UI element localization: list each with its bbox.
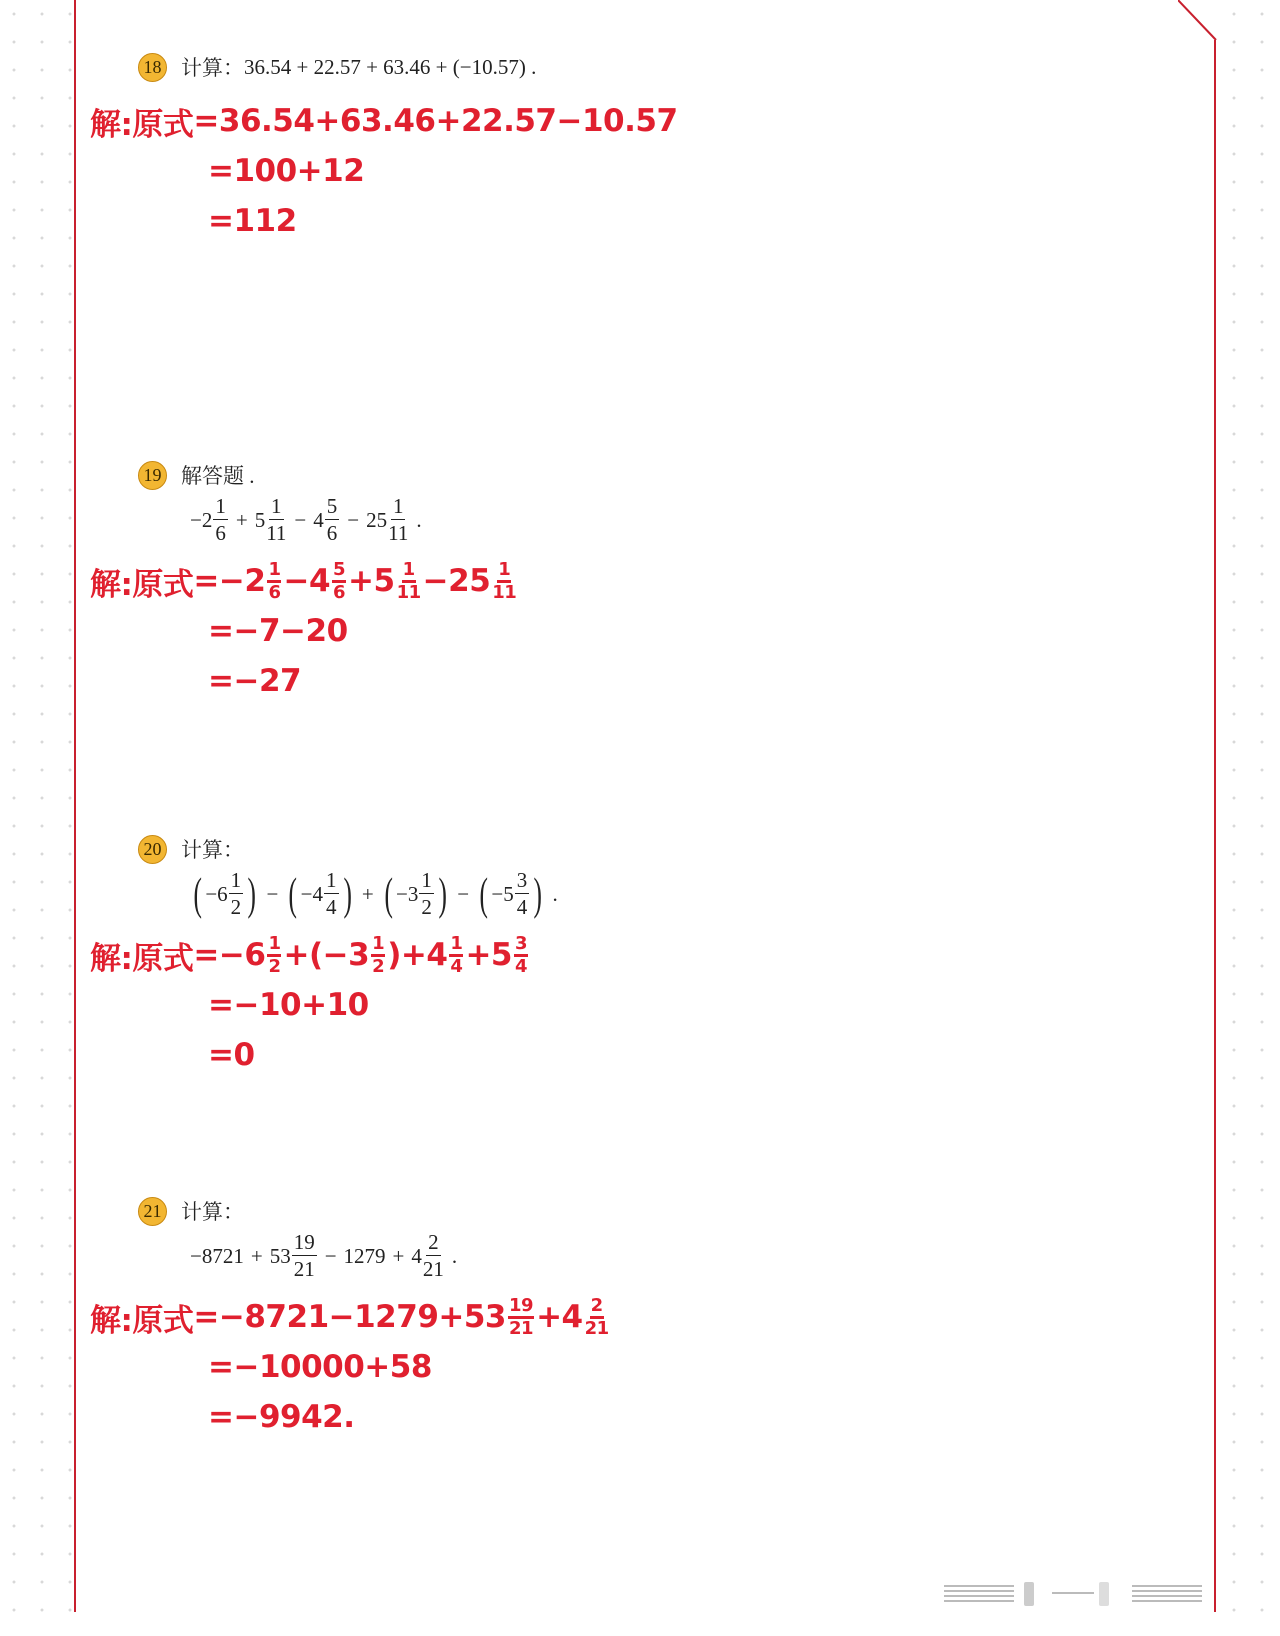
solution-line-2: =−10+10 bbox=[208, 987, 369, 1023]
fraction: 19 21 bbox=[509, 1294, 534, 1339]
fraction: 1 6 bbox=[268, 558, 281, 603]
solution-step: +(−3 bbox=[283, 937, 370, 973]
operator: + bbox=[250, 1243, 263, 1268]
term-whole: 4 bbox=[313, 507, 324, 532]
right-paren: ) bbox=[247, 868, 257, 919]
period: . bbox=[416, 507, 422, 532]
right-margin-line bbox=[1214, 40, 1216, 1612]
solution-step: =−6 bbox=[193, 937, 266, 973]
problem-21 bbox=[138, 1196, 464, 1280]
term-whole: 25 bbox=[366, 507, 388, 532]
question-expression bbox=[190, 496, 429, 544]
fraction: 1 11 bbox=[396, 558, 421, 603]
period: . bbox=[451, 1243, 458, 1268]
fraction: $\frac{19}{21}$ bbox=[293, 1230, 315, 1281]
term-whole: −4 bbox=[300, 881, 324, 906]
question-prompt: 计算： bbox=[181, 56, 244, 80]
question-expression bbox=[190, 870, 565, 918]
solution-step: )+4 bbox=[387, 937, 448, 973]
question-header bbox=[138, 834, 565, 864]
fraction: 1 4 bbox=[450, 932, 463, 977]
term-whole: −5 bbox=[491, 881, 514, 906]
solution-step: =−2 bbox=[193, 563, 266, 599]
solution-step: =36.54+63.46+22.57−10.57 bbox=[193, 103, 678, 139]
operator: + bbox=[361, 881, 374, 906]
solution-line-1 bbox=[90, 556, 518, 606]
fraction: $\frac{1}{6}$ bbox=[215, 494, 226, 545]
operator: − bbox=[457, 881, 470, 906]
question-number-badge: 19 bbox=[138, 461, 167, 490]
solution-label: 解:原式 bbox=[90, 566, 194, 603]
solution-line-3: =−9942. bbox=[208, 1399, 355, 1435]
question-header bbox=[138, 460, 429, 490]
question-header bbox=[138, 52, 536, 82]
left-paren: ( bbox=[288, 868, 298, 919]
solution-step: +5 bbox=[465, 937, 512, 973]
solution-step: +4 bbox=[536, 1299, 583, 1335]
question-prompt: 解答题 . bbox=[181, 464, 255, 488]
solution-line-3: =−27 bbox=[208, 663, 302, 699]
left-margin-line bbox=[74, 0, 76, 1612]
solution-line-1 bbox=[90, 96, 678, 146]
solution-label: 解:原式 bbox=[90, 106, 194, 143]
fraction: $\frac{1}{4}$ bbox=[326, 868, 337, 919]
period: . bbox=[552, 881, 558, 906]
dot-grid-left bbox=[0, 0, 72, 1636]
fraction: $\frac{3}{4}$ bbox=[516, 868, 528, 919]
question-prompt: 计算： bbox=[181, 1200, 244, 1224]
solution-18 bbox=[90, 96, 678, 246]
operator: − bbox=[266, 881, 279, 906]
question-expression bbox=[190, 1232, 464, 1280]
fraction: $\frac{1}{11}$ bbox=[266, 494, 287, 545]
solution-21 bbox=[90, 1292, 611, 1442]
fraction: 1 2 bbox=[268, 932, 281, 977]
right-paren: ) bbox=[438, 868, 447, 919]
solution-line-3: =112 bbox=[208, 203, 297, 239]
solution-label: 解:原式 bbox=[90, 1302, 194, 1339]
term-whole: 4 bbox=[411, 1243, 422, 1268]
fraction: $\frac{1}{2}$ bbox=[230, 868, 242, 919]
solution-20 bbox=[90, 930, 530, 1080]
fraction: $\frac{1}{2}$ bbox=[421, 868, 432, 919]
solution-line-1 bbox=[90, 930, 530, 980]
term-whole: −3 bbox=[396, 881, 419, 906]
fraction: 3 4 bbox=[514, 932, 528, 977]
left-paren: ( bbox=[479, 868, 488, 919]
page-corner-fold bbox=[1178, 0, 1228, 50]
term-whole: 5 bbox=[254, 507, 266, 532]
solution-line-3: =0 bbox=[208, 1037, 255, 1073]
fraction: 1 11 bbox=[492, 558, 517, 603]
question-number-badge: 21 bbox=[138, 1197, 167, 1226]
solution-step: −25 bbox=[422, 563, 491, 599]
solution-19 bbox=[90, 556, 518, 706]
term: 1279 bbox=[343, 1243, 386, 1268]
question-prompt: 计算： bbox=[181, 838, 244, 862]
solution-line-1 bbox=[90, 1292, 611, 1342]
right-paren: ) bbox=[533, 868, 543, 919]
problem-18 bbox=[138, 52, 536, 82]
term: −8721 bbox=[190, 1243, 244, 1268]
operator: − bbox=[347, 507, 360, 532]
left-paren: ( bbox=[193, 868, 202, 919]
solution-step: +5 bbox=[348, 563, 395, 599]
zoom-slider-indicator[interactable] bbox=[944, 1580, 1202, 1606]
question-header bbox=[138, 1196, 464, 1226]
left-paren: ( bbox=[384, 868, 393, 919]
solution-line-2: =−10000+58 bbox=[208, 1349, 432, 1385]
solution-step: =−8721−1279+53 bbox=[193, 1299, 507, 1335]
problem-19 bbox=[138, 460, 429, 544]
term-whole: −6 bbox=[205, 881, 228, 906]
term-whole: −2 bbox=[190, 507, 213, 532]
operator: − bbox=[324, 1243, 337, 1268]
operator: + bbox=[392, 1243, 405, 1268]
dot-grid-right bbox=[1220, 0, 1280, 1636]
solution-label: 解:原式 bbox=[90, 940, 194, 977]
question-number-badge: 20 bbox=[138, 835, 167, 864]
operator: − bbox=[294, 507, 307, 532]
fraction: 2 21 bbox=[584, 1294, 609, 1339]
fraction: 1 2 bbox=[372, 932, 385, 977]
fraction: $\frac{5}{6}$ bbox=[326, 494, 338, 545]
fraction: $\frac{2}{21}$ bbox=[422, 1230, 444, 1281]
fraction: 5 6 bbox=[333, 558, 346, 603]
problem-20 bbox=[138, 834, 565, 918]
term-whole: 53 bbox=[269, 1243, 291, 1268]
operator: + bbox=[235, 507, 248, 532]
question-number-badge: 18 bbox=[138, 53, 167, 82]
solution-step: −4 bbox=[283, 563, 331, 599]
question-expression: 36.54 + 22.57 + 63.46 + (−10.57) . bbox=[244, 54, 537, 79]
solution-line-2: =100+12 bbox=[208, 153, 365, 189]
fraction: $\frac{1}{11}$ bbox=[388, 494, 409, 545]
right-paren: ) bbox=[342, 868, 352, 919]
solution-line-2: =−7−20 bbox=[208, 613, 348, 649]
